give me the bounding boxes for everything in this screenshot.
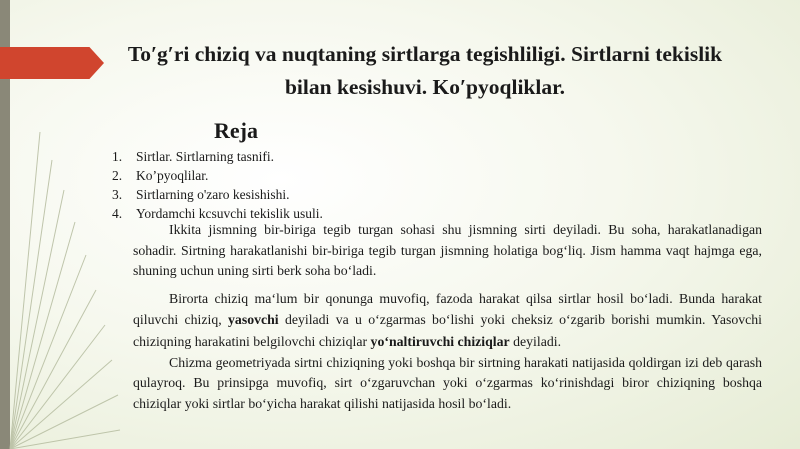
body-text [133,220,762,414]
plan-item [112,147,323,166]
plan-item-number: 1. [112,149,123,164]
plan-item-text: Sirtlar. Sirtlarning tasnifi. [136,149,274,164]
plan-item [112,185,323,204]
paragraph-text: Birorta chiziq ma‘lum bir qonunga muvofiq, fazoda harakat qilsa sirtlar hosil bo‘ladi. Bunda harakat qiluvchi chiziq, [133,290,762,328]
plan-item-number: 2. [112,168,123,183]
paragraph-text: deyiladi. [509,334,562,350]
plan-heading: Reja [214,118,258,143]
plan-list [112,147,323,223]
plan-item-number: 3. [112,187,123,202]
slide-title: To′g′ri chiziq va nuqtaning sirtlarga tegishliligi. Sirtlarni tekislik bilan kesishuvi. Ko′pyoqliklar. [127,42,723,99]
paragraph-descriptive-geometry: Chizma geometriyada sirtni chiziqning yoki boshqa bir sirtning harakati natijasida qoldirgan izi deb qarash qulayroq. Bu prinsipga muvofiq, sirt o‘zgaruvchan yoki o‘zgarmas ko‘rinishdagi biror chiziqning boshqa chiziqlar yoki sirtlar bo‘yicha harakat qilishi natijasida hosil bo‘ladi. [133,354,762,411]
plan-item-number: 4. [112,206,123,221]
plan-item-text: Yordamchi kcsuvchi tekislik usuli. [136,206,323,221]
title-accent-arrow [0,47,104,79]
plan-item [112,166,323,185]
term-directrix: yo‘naltiruvchi chiziqlar [370,334,510,350]
paragraph-text: deyiladi va u o‘zgarmas bo‘lishi yoki cheksiz o‘zgarib borishi mumkin. Yasovchi chiziqning harakatini belgilovchi chiziqlar [133,312,762,350]
paragraph-surface-definition: Ikkita jismning bir-biriga tegib turgan sohasi shu jismning sirti deyiladi. Bu soha, harakatlanadigan sohadir. Sirtning harakatlanishi bir-biriga tegib turgan jismning holatiga bog‘liq. Jism hamma vaqt hajmga ega, shuning uchun uning sirti berk soha bo‘ladi. [133,222,762,278]
term-yasovchi: yasovchi [228,312,279,328]
plan-item-text: Sirtlarning o'zaro kesishishi. [136,187,290,202]
paragraph-generatrix [133,288,762,353]
plan-item-text: Ko’pyoqlilar. [136,168,209,183]
